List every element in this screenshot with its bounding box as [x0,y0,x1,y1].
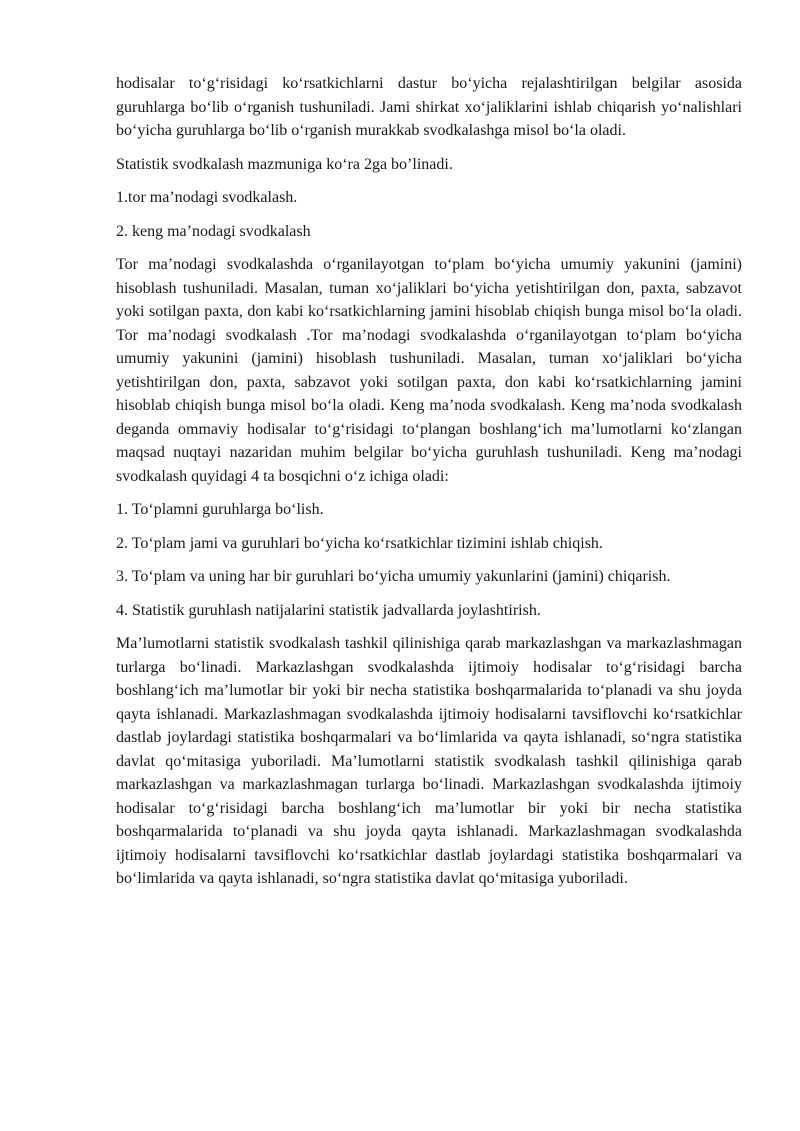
document-page [116,72,742,901]
list-item-narrow: 1.tor ma’nodagi svodkalash. [116,189,298,206]
list-item-broad: 2. keng ma’nodagi svodkalash [116,222,311,240]
paragraph-narrow-broad: Tor ma’nodagi svodkalashda o‘rganilayotgan to‘plam bo‘yicha umumiy yakunini (jamini) hisoblash tushuniladi. Masalan, tuman xo‘jaliklari bo‘yicha yetishtirilgan don, paxta, sabzavot yoki sotilgan paxta, don kabi ko‘rsatkichlarning jamini hisoblab chiqish bunga misol bo‘la oladi. Tor ma’nodagi svodkalash .Tor ma’nodagi svodkalashda o‘rganilayotgan to‘plam bo‘yicha umumiy yakunini (jamini) hisoblash tushuniladi. Masalan, tuman xo‘jaliklari bo‘yicha yetishtirilgan don, paxta, sabzavot yoki sotilgan paxta, don kabi ko‘rsatkichlarning jamini hisoblab chiqish bunga misol bo‘la oladi. Keng ma’noda svodkalash. Keng ma’noda svodkalash deganda ommaviy hodisalar to‘g‘risidagi to‘plangan boshlang‘ich ma’lumotlarni ko‘zlangan maqsad nuqtayi nazaridan muhim belgilar bo‘yicha guruhlash tushuniladi. Keng ma’nodagi svodkalash quyidagi 4 ta bosqichni o‘z ichiga oladi: [116,256,742,485]
stage-item-1: 1. To‘plamni guruhlarga bo‘lish. [116,501,324,518]
stage-item-2: 2. To‘plam jami va guruhlari bo‘yicha ko‘rsatkichlar tizimini ishlab chiqish. [116,534,603,552]
stage-item-3: 3. To‘plam va uning har bir guruhlari bo‘yicha umumiy yakunlarini (jamini) chiqarish. [116,568,671,585]
stage-item-4: 4. Statistik guruhlash natijalarini statistik jadvallarda joylashtirish. [116,601,541,619]
paragraph-centralized: Ma’lumotlarni statistik svodkalash tashkil qilinishiga qarab markazlashgan va markazlashmagan turlarga bo‘linadi. Markazlashgan svodkalashda ijtimoiy hodisalar to‘g‘risidagi barcha boshlang‘ich ma’lumotlar bir yoki bir necha statistika boshqarmalarida to‘planadi va shu joyda qayta ishlanadi. Markazlashmagan svodkalashda ijtimoiy hodisalarni tavsiflovchi ko‘rsatkichlar dastlab joylardagi statistika boshqarmalari va bo‘limlarida va qayta ishlanadi, so‘ngra statistika davlat qo‘mitasiga yuboriladi. Ma’lumotlarni statistik svodkalash tashkil qilinishiga qarab markazlashgan va markazlashmagan turlarga bo‘linadi. Markazlashgan svodkalashda ijtimoiy hodisalar to‘g‘risidagi barcha boshlang‘ich ma’lumotlar bir yoki bir necha statistika boshqarmalarida to‘planadi va shu joyda qayta ishlanadi. Markazlashmagan svodkalashda ijtimoiy hodisalarni tavsiflovchi ko‘rsatkichlar dastlab joylardagi statistika boshqarmalari va bo‘limlarida va qayta ishlanadi, so‘ngra statistika davlat qo‘mitasiga yuboriladi. [116,635,742,887]
paragraph-division: Statistik svodkalash mazmuniga ko‘ra 2ga bo’linadi. [116,155,453,173]
paragraph-intro: hodisalar to‘g‘risidagi ko‘rsatkichlarni dastur bo‘yicha rejalashtirilgan belgilar asosida guruhlarga bo‘lib o‘rganish tushuniladi. Jami shirkat xo‘jaliklarini ishlab chiqarish yo‘nalishlari bo‘yicha guruhlarga bo‘lib o‘rganish murakkab svodkalashga misol bo‘la oladi. [116,75,742,139]
